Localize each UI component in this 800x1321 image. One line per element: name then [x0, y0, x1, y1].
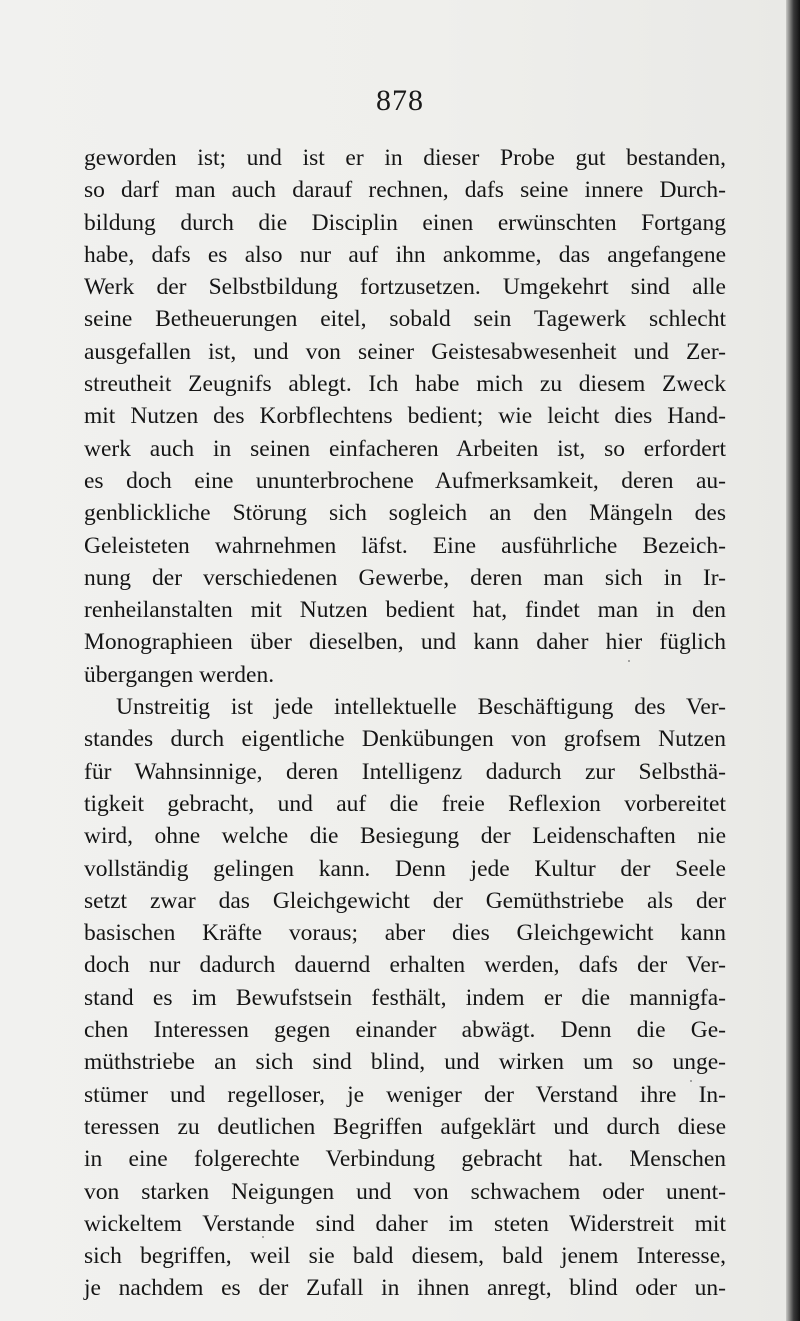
text-line: geworden ist; und ist er in dieser Probe gut bestanden,	[84, 145, 726, 171]
text-line: setzt zwar das Gleichgewicht der Gemüthstriebe als der	[84, 887, 726, 914]
page-number: 878	[376, 84, 424, 117]
text-line: genblickliche Störung sich sogleich an den Mängeln des	[84, 500, 726, 527]
text-line: vollständig gelingen kann. Denn jede Kultur der Seele	[84, 855, 726, 882]
paragraph	[84, 691, 726, 1305]
text-line: teressen zu deutlichen Begriffen aufgeklärt und durch diese	[84, 1113, 726, 1140]
text-line: so darf man auch darauf rechnen, dafs seine innere Durch-	[84, 177, 726, 204]
text-line: Monographieen über dieselben, und kann daher hier füglich	[84, 629, 726, 656]
text-line: basischen Kräfte voraus; aber dies Gleichgewicht kann	[84, 920, 726, 947]
text-line: stümer und regelloser, je weniger der Verstand ihre In-	[84, 1081, 726, 1108]
text-line: übergangen werden.	[84, 661, 275, 688]
book-spine-shadow	[786, 0, 800, 1321]
text-line: tigkeit gebracht, und auf die freie Reflexion vorbereitet	[84, 790, 726, 817]
text-line: doch nur dadurch dauernd erhalten werden, dafs der Ver-	[84, 952, 726, 979]
body-text	[84, 142, 726, 1305]
text-line: müthstriebe an sich sind blind, und wirken um so unge-	[84, 1049, 726, 1076]
text-line: von starken Neigungen und von schwachem oder unent-	[84, 1178, 726, 1205]
text-line: es doch eine ununterbrochene Aufmerksamkeit, deren au-	[84, 467, 726, 494]
text-line: sich begriffen, weil sie bald diesem, bald jenem Interesse,	[84, 1243, 726, 1270]
text-line: standes durch eigentliche Denkübungen von grofsem Nutzen	[84, 726, 726, 753]
text-line: bildung durch die Disciplin einen erwünschten Fortgang	[84, 209, 726, 236]
text-line: chen Interessen gegen einander abwägt. Denn die Ge-	[84, 1017, 726, 1044]
text-line: werk auch in seinen einfacheren Arbeiten ist, so erfordert	[84, 435, 726, 462]
text-line: Unstreitig ist jede intellektuelle Beschäftigung des Ver-	[116, 694, 726, 721]
text-line: stand es im Bewufstsein festhält, indem er die mannigfa-	[84, 984, 726, 1011]
text-line: nung der verschiedenen Gewerbe, deren man sich in Ir-	[84, 564, 726, 591]
text-line: ausgefallen ist, und von seiner Geistesabwesenheit und Zer-	[84, 338, 726, 365]
text-line: Werk der Selbstbildung fortzusetzen. Umgekehrt sind alle	[84, 274, 726, 301]
text-line: renheilanstalten mit Nutzen bedient hat, findet man in den	[84, 597, 726, 624]
paragraph	[84, 142, 726, 691]
text-line: mit Nutzen des Korbflechtens bedient; wie leicht dies Hand-	[84, 403, 726, 430]
text-line: je nachdem es der Zufall in ihnen anregt, blind oder un-	[84, 1275, 726, 1302]
text-line: seine Betheuerungen eitel, sobald sein Tagewerk schlecht	[84, 306, 726, 333]
text-line: wickeltem Verstande sind daher im steten Widerstreit mit	[84, 1210, 726, 1237]
text-line: für Wahnsinnige, deren Intelligenz dadurch zur Selbsthä-	[84, 758, 726, 785]
text-line: wird, ohne welche die Besiegung der Leidenschaften nie	[84, 823, 726, 850]
text-line: in eine folgerechte Verbindung gebracht hat. Menschen	[84, 1146, 726, 1173]
text-line: Geleisteten wahrnehmen läfst. Eine ausführliche Bezeich-	[84, 532, 726, 559]
text-line: streutheit Zeugnifs ablegt. Ich habe mich zu diesem Zweck	[84, 371, 726, 398]
text-line: habe, dafs es also nur auf ihn ankomme, das angefangene	[84, 241, 726, 268]
